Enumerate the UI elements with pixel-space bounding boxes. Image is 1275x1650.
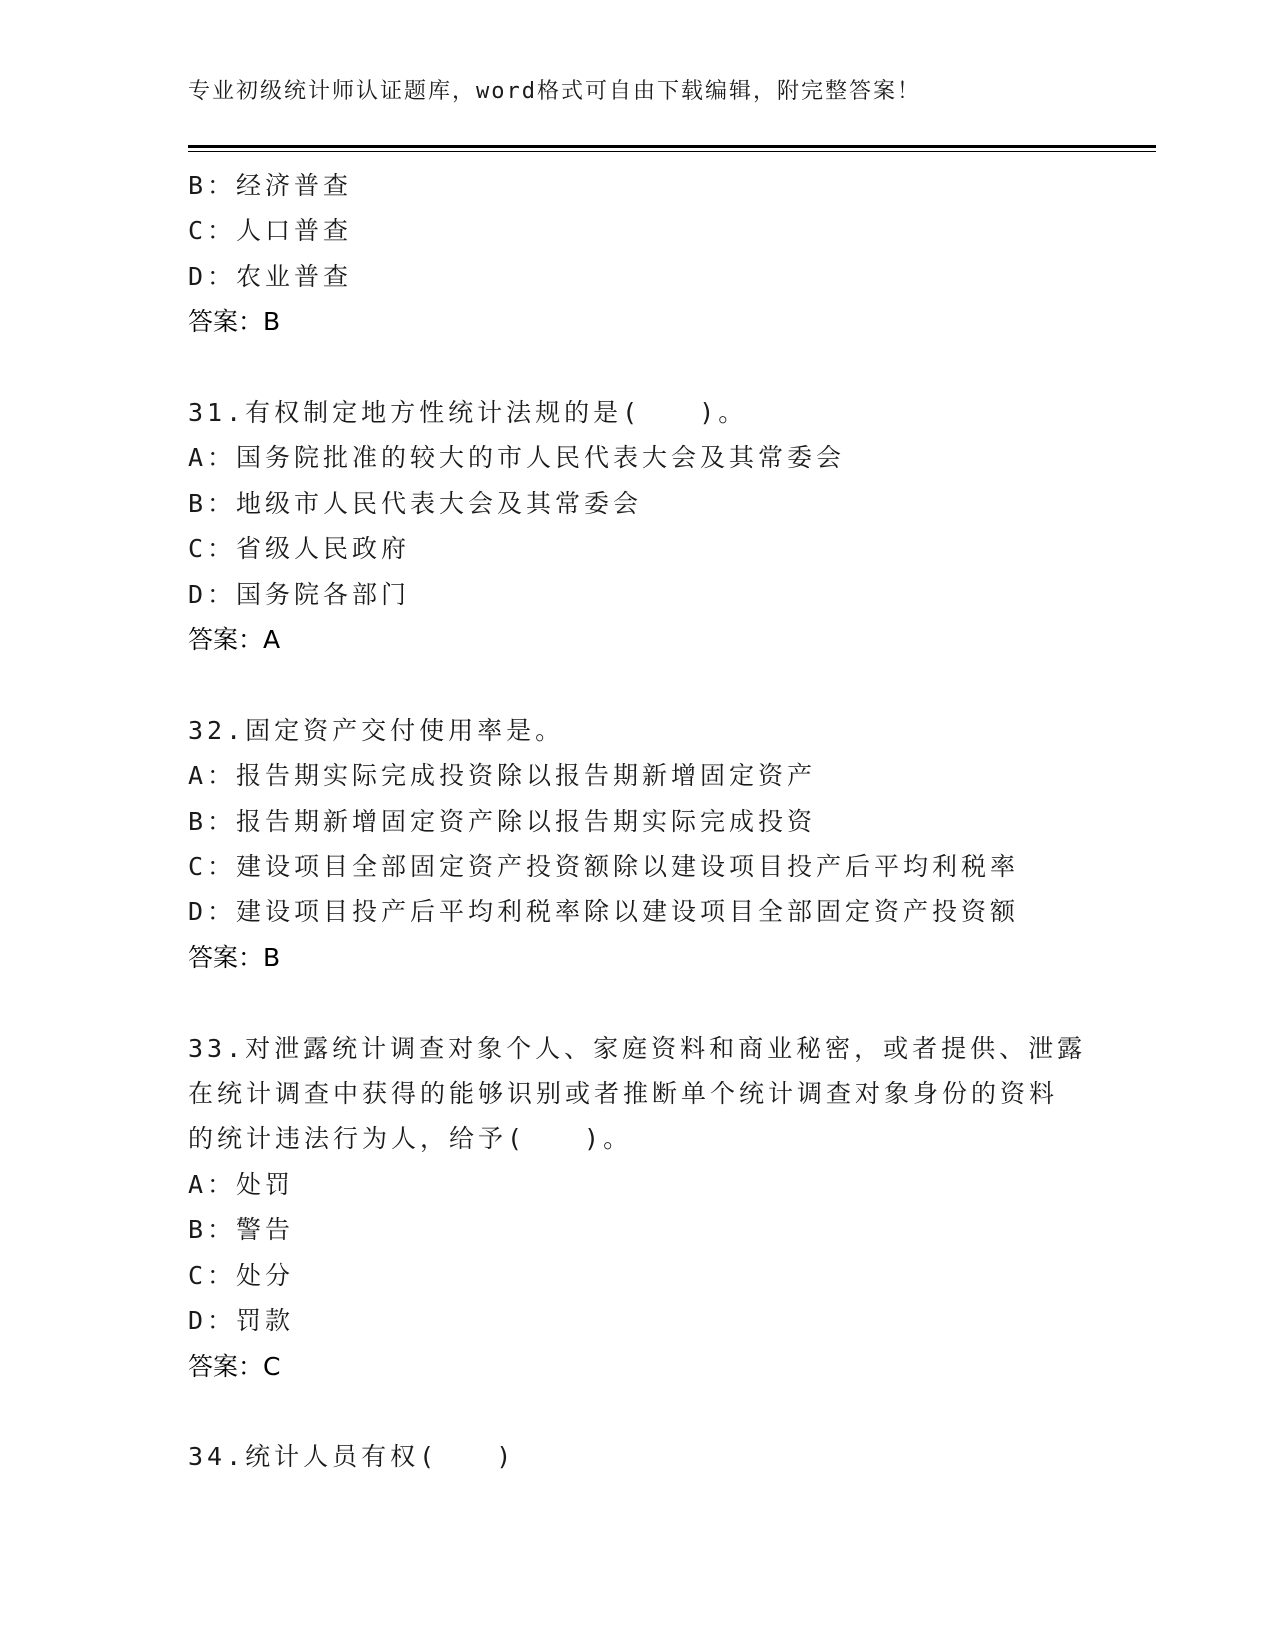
question-stem: 31.有权制定地方性统计法规的是( )。 — [188, 398, 748, 428]
page-header: 专业初级统计师认证题库，word格式可自由下载编辑，附完整答案！ — [188, 79, 921, 104]
spacer — [188, 662, 1118, 707]
answer-label: 答案：C — [188, 1351, 281, 1381]
question-list — [188, 163, 1118, 1480]
option-c: C：省级人民政府 — [188, 534, 411, 564]
question-31 — [188, 390, 1118, 662]
question-stem: 32.固定资产交付使用率是。 — [188, 715, 565, 745]
option-b: B：地级市人民代表大会及其常委会 — [188, 488, 643, 518]
option-b: B：警告 — [188, 1215, 295, 1245]
answer-label: 答案：A — [188, 625, 281, 655]
question-32 — [188, 708, 1118, 980]
spacer — [188, 980, 1118, 1025]
answer-label: 答案：B — [188, 942, 281, 972]
answer-label: 答案：B — [188, 307, 281, 337]
question-33 — [188, 1026, 1118, 1389]
option-a: A：国务院批准的较大的市人民代表大会及其常委会 — [188, 443, 846, 473]
spacer — [188, 345, 1118, 390]
header-rule-thick — [188, 145, 1156, 148]
option-d: D：农业普查 — [188, 261, 353, 291]
spacer — [188, 1389, 1118, 1434]
question-stem-line-1: 33.对泄露统计调查对象个人、家庭资料和商业秘密，或者提供、泄露 — [188, 1033, 1087, 1063]
option-b: B：经济普查 — [188, 171, 353, 200]
header-rule-thin — [188, 151, 1156, 152]
question-stem: 34.统计人员有权( ) — [188, 1442, 516, 1472]
option-d: D：罚款 — [188, 1306, 295, 1336]
question-30-continued — [188, 163, 1118, 345]
question-34 — [188, 1434, 1118, 1479]
question-stem-line-2: 在统计调查中获得的能够识别或者推断单个统计调查对象身份的资料 — [188, 1079, 1059, 1109]
question-stem-line-3: 的统计违法行为人，给予( )。 — [188, 1124, 633, 1154]
option-d: D：国务院各部门 — [188, 579, 411, 609]
option-a: A：处罚 — [188, 1169, 295, 1199]
option-c: C：建设项目全部固定资产投资额除以建设项目投产后平均利税率 — [188, 852, 1020, 882]
option-c: C：处分 — [188, 1260, 295, 1290]
option-a: A：报告期实际完成投资除以报告期新增固定资产 — [188, 761, 817, 791]
option-d: D：建设项目投产后平均利税率除以建设项目全部固定资产投资额 — [188, 897, 1020, 927]
option-b: B：报告期新增固定资产除以报告期实际完成投资 — [188, 806, 817, 836]
option-c: C：人口普查 — [188, 216, 353, 246]
